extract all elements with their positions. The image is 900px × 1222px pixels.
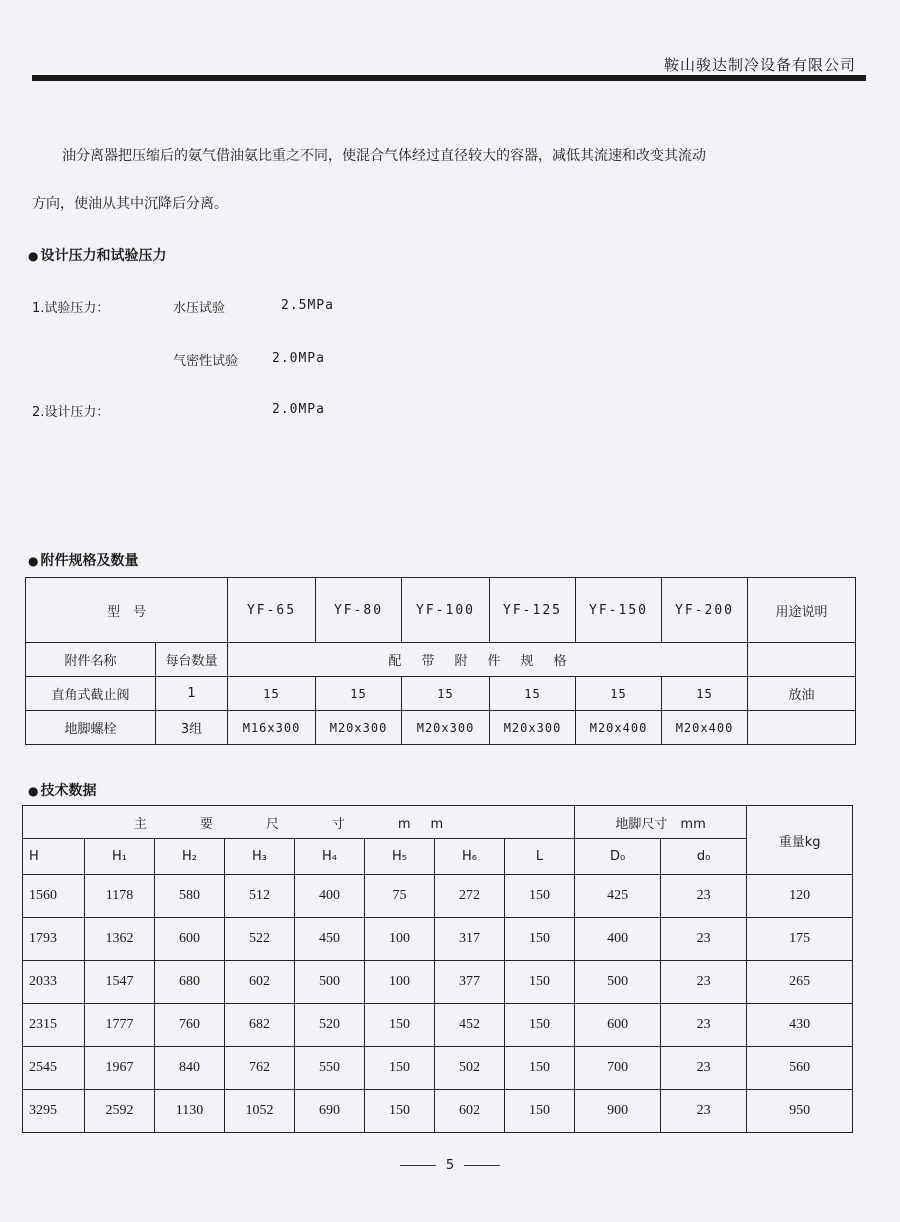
data-cell: 1362 — [85, 918, 155, 961]
intro-line-1: 油分离器把压缩后的氨气借油氨比重之不同，使混合气体经过直径较大的容器，减低其流速和改变其流动 — [62, 148, 706, 164]
data-cell: 452 — [435, 1004, 505, 1047]
table-row — [23, 806, 853, 839]
tech-data-table — [22, 805, 853, 1133]
data-cell: 762 — [225, 1047, 295, 1090]
model-cell: YF-125 — [490, 578, 576, 643]
data-cell: 600 — [155, 918, 225, 961]
data-cell: 272 — [435, 875, 505, 918]
data-cell: 680 — [155, 961, 225, 1004]
data-cell: 120 — [747, 875, 853, 918]
data-cell: 317 — [435, 918, 505, 961]
column-header: H — [23, 839, 85, 875]
table-row — [26, 711, 856, 745]
data-cell: 1560 — [23, 875, 85, 918]
data-cell: 23 — [661, 918, 747, 961]
data-cell: 23 — [661, 1090, 747, 1133]
data-cell: 512 — [225, 875, 295, 918]
accessory-qty: 1 — [156, 677, 228, 711]
accessory-name: 地脚螺栓 — [26, 711, 156, 745]
column-header: H₅ — [365, 839, 435, 875]
footer-dash — [400, 1165, 436, 1166]
section-title-accessories: ● 附件规格及数量 — [28, 553, 139, 569]
data-cell: 150 — [505, 961, 575, 1004]
data-cell: 3295 — [23, 1090, 85, 1133]
data-cell: 1777 — [85, 1004, 155, 1047]
data-cell: 600 — [575, 1004, 661, 1047]
data-cell: 900 — [575, 1090, 661, 1133]
data-cell: 700 — [575, 1047, 661, 1090]
test-pressure-label: 1.试验压力： — [32, 301, 110, 316]
data-cell: 75 — [365, 875, 435, 918]
table-row — [23, 1047, 853, 1090]
data-cell: 150 — [505, 1004, 575, 1047]
spec-cell: M20x400 — [662, 711, 748, 745]
bullet-icon: ● — [28, 249, 39, 263]
air-test-value: 2.0MPa — [272, 351, 325, 366]
footer-dash — [464, 1165, 500, 1166]
spec-cell: M16x300 — [228, 711, 316, 745]
column-header: L — [505, 839, 575, 875]
spec-cell: M20x300 — [490, 711, 576, 745]
table-row — [23, 918, 853, 961]
model-cell: YF-80 — [316, 578, 402, 643]
column-header: H₁ — [85, 839, 155, 875]
column-header: D₀ — [575, 839, 661, 875]
data-cell: 502 — [435, 1047, 505, 1090]
table-row — [26, 578, 856, 643]
data-cell: 450 — [295, 918, 365, 961]
data-cell: 23 — [661, 1004, 747, 1047]
weight-header: 重量kg — [747, 806, 853, 875]
column-header: H₂ — [155, 839, 225, 875]
table-row — [26, 643, 856, 677]
data-cell: 1967 — [85, 1047, 155, 1090]
accessory-name: 直角式截止阀 — [26, 677, 156, 711]
column-header: H₃ — [225, 839, 295, 875]
spec-cell: 15 — [490, 677, 576, 711]
table-row — [23, 1090, 853, 1133]
air-test-label: 气密性试验 — [173, 354, 239, 369]
design-pressure-value: 2.0MPa — [272, 402, 325, 417]
data-cell: 23 — [661, 1047, 747, 1090]
accessory-qty: 3组 — [156, 711, 228, 745]
table-row — [23, 1004, 853, 1047]
foot-dim-header: 地脚尺寸 mm — [575, 806, 747, 839]
usage-header: 用途说明 — [748, 578, 856, 643]
qty-header: 每台数量 — [156, 643, 228, 677]
data-cell: 760 — [155, 1004, 225, 1047]
usage-cell: 放油 — [748, 677, 856, 711]
data-cell: 602 — [225, 961, 295, 1004]
section-title-pressure: ● 设计压力和试验压力 — [28, 248, 167, 264]
bullet-icon: ● — [28, 784, 39, 798]
intro-line-2: 方向，使油从其中沉降后分离。 — [32, 196, 228, 212]
model-cell: YF-100 — [402, 578, 490, 643]
usage-cell — [748, 711, 856, 745]
design-pressure-label: 2.设计压力： — [32, 405, 110, 420]
data-cell: 1130 — [155, 1090, 225, 1133]
data-cell: 602 — [435, 1090, 505, 1133]
spec-cell: 15 — [316, 677, 402, 711]
data-cell: 100 — [365, 918, 435, 961]
main-dim-header: 主 要 尺 寸 mm — [23, 806, 575, 839]
data-cell: 430 — [747, 1004, 853, 1047]
data-cell: 265 — [747, 961, 853, 1004]
data-cell: 522 — [225, 918, 295, 961]
data-cell: 1547 — [85, 961, 155, 1004]
data-cell: 150 — [365, 1004, 435, 1047]
hydro-test-label: 水压试验 — [173, 301, 226, 316]
data-cell: 1793 — [23, 918, 85, 961]
data-cell: 560 — [747, 1047, 853, 1090]
model-header: 型 号 — [26, 578, 228, 643]
spec-cell: M20x300 — [402, 711, 490, 745]
data-cell: 950 — [747, 1090, 853, 1133]
data-cell: 2315 — [23, 1004, 85, 1047]
column-header: d₀ — [661, 839, 747, 875]
data-cell: 425 — [575, 875, 661, 918]
data-cell: 682 — [225, 1004, 295, 1047]
spec-cell: M20x400 — [576, 711, 662, 745]
table-row — [23, 961, 853, 1004]
data-cell: 23 — [661, 961, 747, 1004]
bullet-icon: ● — [28, 554, 39, 568]
data-cell: 2033 — [23, 961, 85, 1004]
data-cell: 580 — [155, 875, 225, 918]
page-footer — [0, 1158, 900, 1173]
data-cell: 520 — [295, 1004, 365, 1047]
model-cell: YF-150 — [576, 578, 662, 643]
data-cell: 150 — [365, 1090, 435, 1133]
spec-header: 配带附件规格 — [228, 643, 748, 677]
company-name: 鞍山骏达制冷设备有限公司 — [663, 56, 856, 74]
model-cell: YF-200 — [662, 578, 748, 643]
data-cell: 150 — [505, 875, 575, 918]
data-cell: 150 — [505, 918, 575, 961]
data-cell: 2545 — [23, 1047, 85, 1090]
data-cell: 23 — [661, 875, 747, 918]
page-number: 5 — [445, 1158, 455, 1173]
data-cell: 840 — [155, 1047, 225, 1090]
data-cell: 500 — [295, 961, 365, 1004]
spec-cell: 15 — [228, 677, 316, 711]
data-cell: 550 — [295, 1047, 365, 1090]
header-rule — [32, 75, 866, 81]
spec-cell: 15 — [662, 677, 748, 711]
data-cell: 100 — [365, 961, 435, 1004]
data-cell: 500 — [575, 961, 661, 1004]
data-cell: 175 — [747, 918, 853, 961]
data-cell: 400 — [295, 875, 365, 918]
table-row — [23, 875, 853, 918]
data-cell: 400 — [575, 918, 661, 961]
data-cell: 690 — [295, 1090, 365, 1133]
data-cell: 1052 — [225, 1090, 295, 1133]
data-cell: 150 — [505, 1047, 575, 1090]
data-cell: 150 — [505, 1090, 575, 1133]
spec-cell: M20x300 — [316, 711, 402, 745]
column-header: H₄ — [295, 839, 365, 875]
name-header: 附件名称 — [26, 643, 156, 677]
table-row — [23, 839, 853, 875]
accessories-table — [25, 577, 856, 745]
hydro-test-value: 2.5MPa — [281, 298, 334, 313]
data-cell: 150 — [365, 1047, 435, 1090]
column-header: H₆ — [435, 839, 505, 875]
data-cell: 1178 — [85, 875, 155, 918]
spec-cell: 15 — [576, 677, 662, 711]
table-row — [26, 677, 856, 711]
data-cell: 2592 — [85, 1090, 155, 1133]
section-title-tech: ● 技术数据 — [28, 783, 97, 799]
spec-cell: 15 — [402, 677, 490, 711]
usage-empty — [748, 643, 856, 677]
model-cell: YF-65 — [228, 578, 316, 643]
data-cell: 377 — [435, 961, 505, 1004]
